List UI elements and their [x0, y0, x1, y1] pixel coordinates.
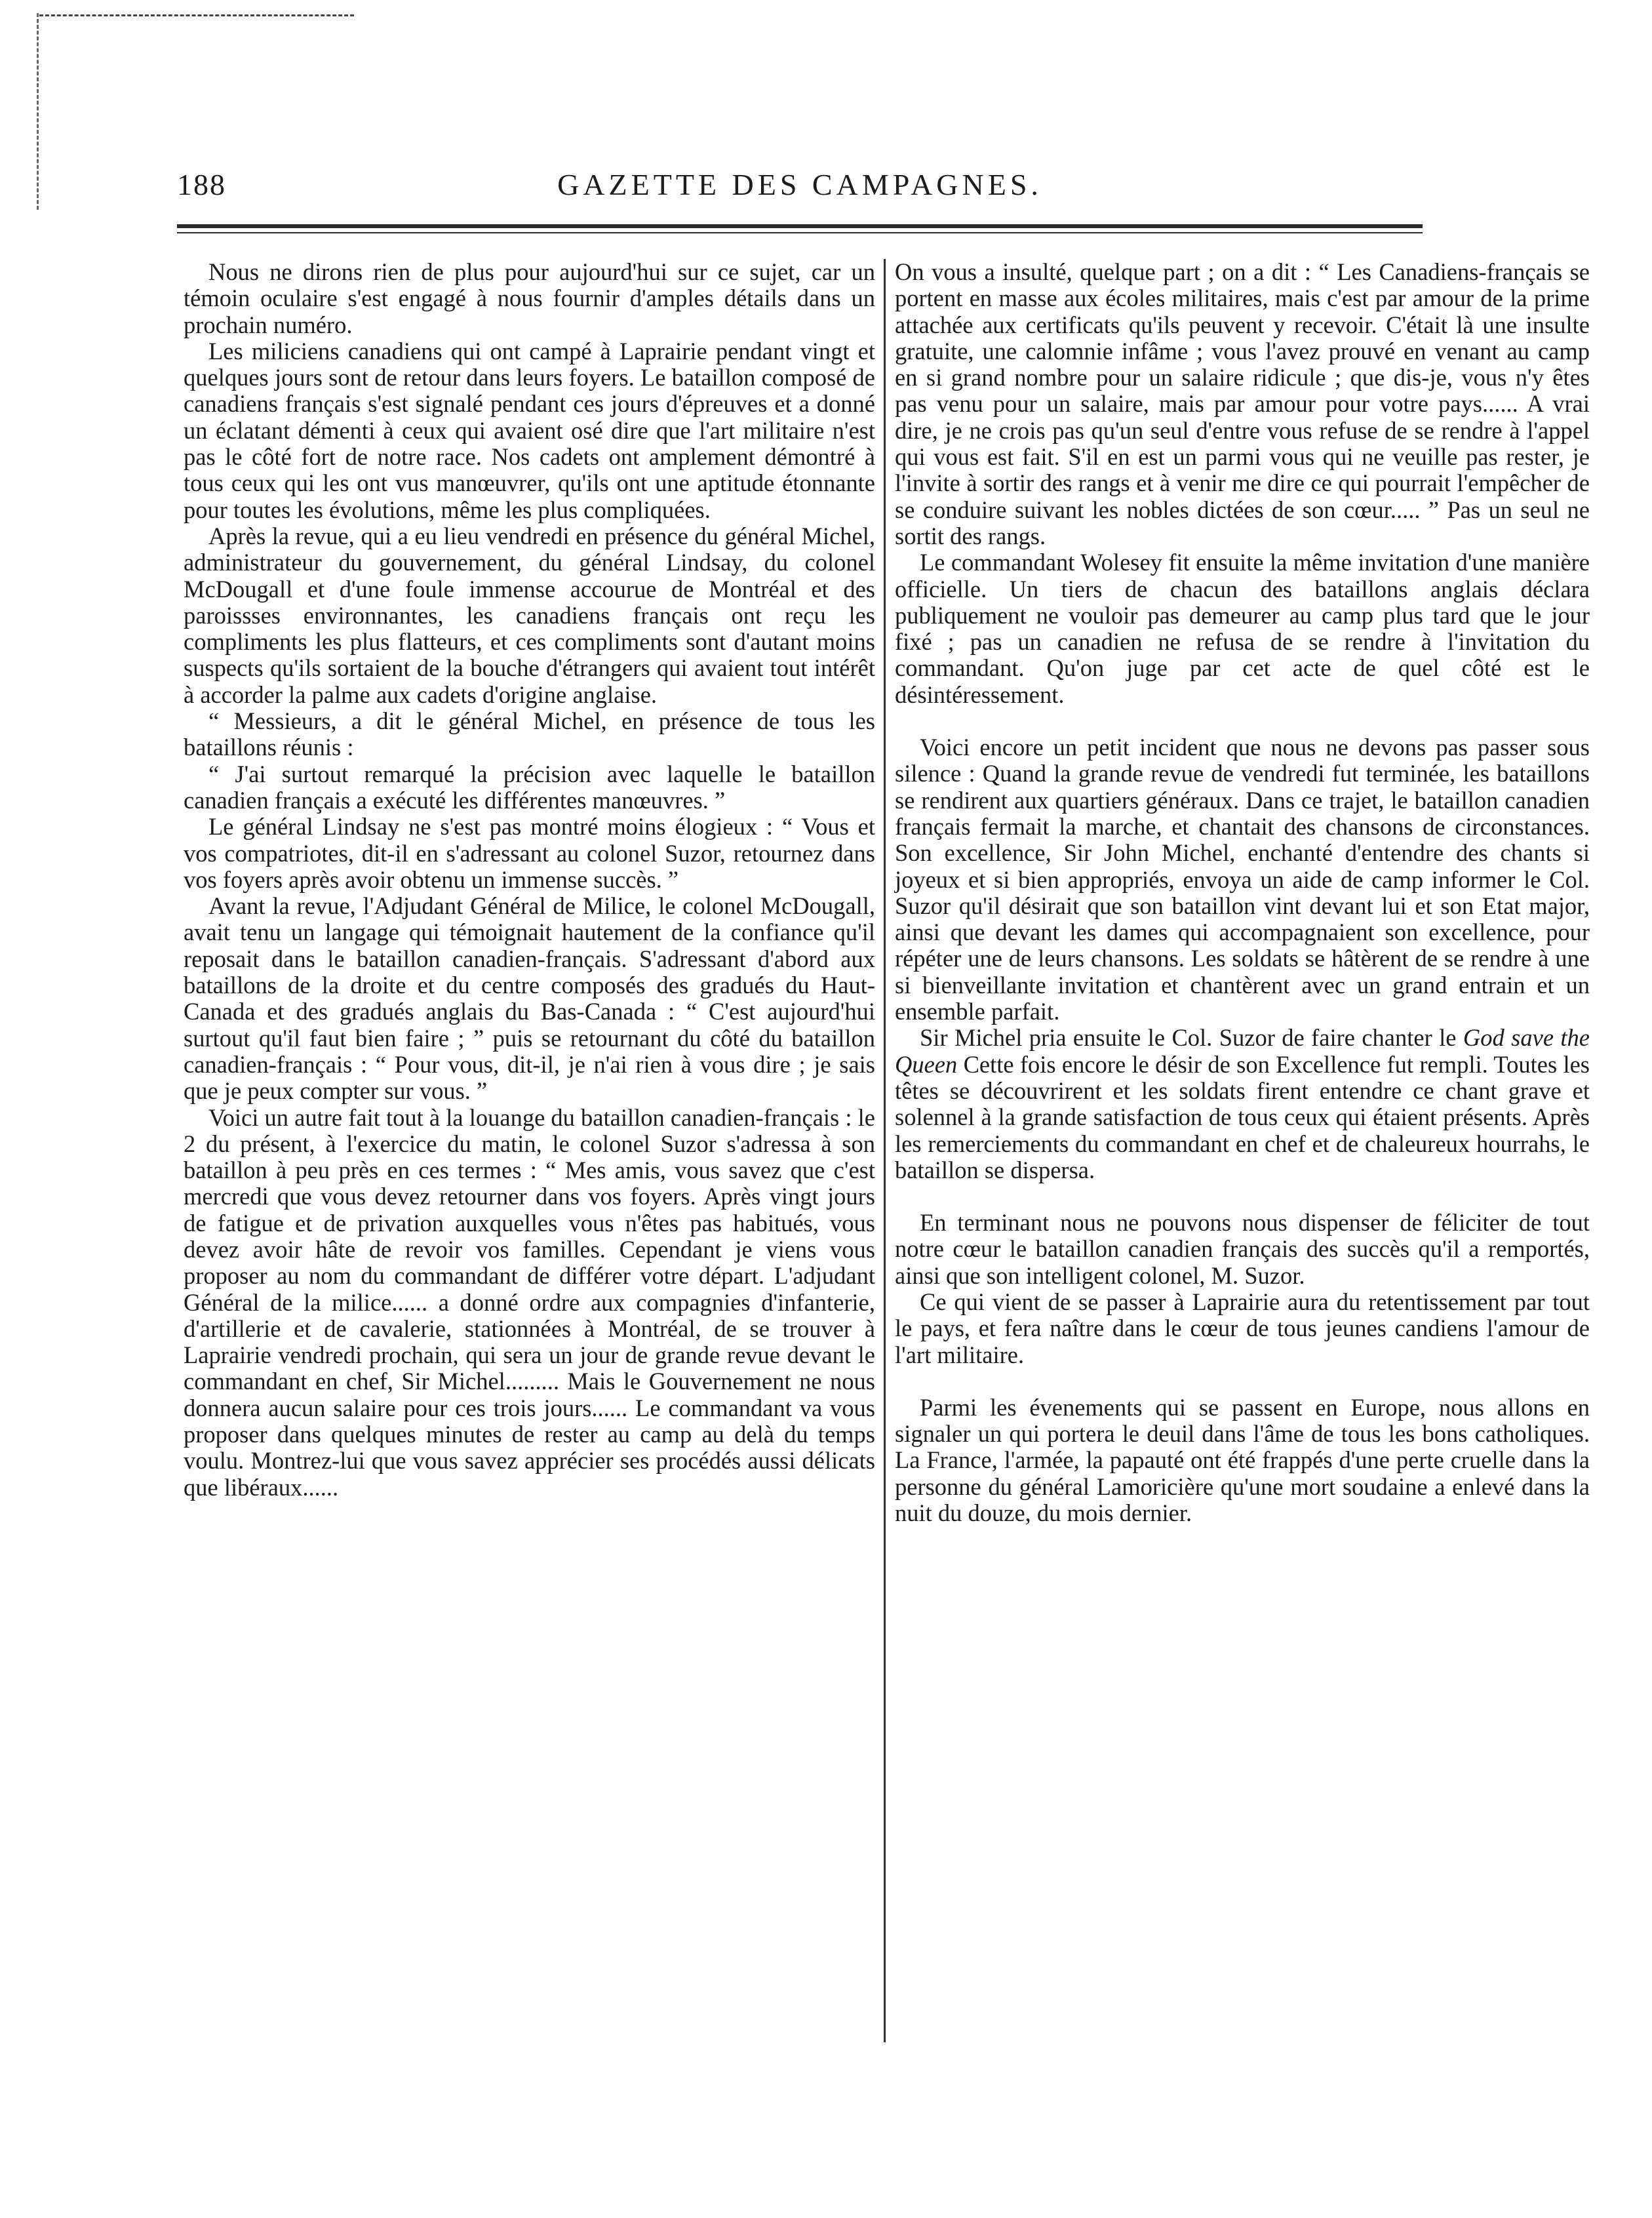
paragraph: Avant la revue, l'Adjudant Général de Milice, le colonel McDougall, avait tenu un langage qui témoignait hautement de la confiance qu'il reposait dans le bataillon canadien-français. S'adressant d'abord aux bataillons de la droite et du centre composés des gradués du Haut-Canada et des gradués anglais du Bas-Canada : “ C'est aujourd'hui surtout qu'il faut bien faire ; ” puis se retournant du côté du bataillon canadien-français : “ Pour vous, dit-il, je n'ai rien à vous dire ; je sais que je peux compter sur vous. ”: [184, 892, 875, 1105]
left-column: [184, 259, 875, 1501]
top-edge-rule: [39, 14, 354, 16]
paragraph: Le général Lindsay ne s'est pas montré moins élogieux : “ Vous et vos compatriotes, dit-il en s'adressant au colonel Suzor, retournez dans vos foyers après avoir obtenu un immense succès. ”: [184, 813, 875, 893]
paragraph: Les miliciens canadiens qui ont campé à Laprairie pendant vingt et quelques jours sont de retour dans leurs foyers. Le bataillon composé de canadiens français s'est signalé pendant ces jours d'épreuves et a donné un éclatant démenti à ceux qui avaient osé dire que l'art militaire n'est pas le côté fort de notre race. Nos cadets ont amplement démontré à tous ceux qui les ont vus manœuvrer, qu'ils ont une aptitude étonnante pour toutes les évolutions, même les plus compliquées.: [184, 337, 875, 523]
paragraph: [895, 1025, 1590, 1183]
paragraph: “ Messieurs, a dit le général Michel, en présence de tous les bataillons réunis :: [184, 707, 875, 761]
paragraph: On vous a insulté, quelque part ; on a dit : “ Les Canadiens-français se portent en masse aux écoles militaires, mais c'est par amour de la prime attachée aux certificats qu'ils peuvent y recevoir. C'était là une insulte gratuite, une calomnie infâme ; vous l'avez prouvé en venant au camp en si grand nombre pour un salaire ridicule ; que dis-je, vous n'y êtes pas venu pour un salaire, mais par amour pour votre pays...... A vrai dire, je ne crois pas qu'un seul d'entre vous refuse de se rendre à l'appel qui vous est fait. S'il en est un parmi vous qui ne veuille pas rester, je l'invite à sortir des rangs et à venir me dire ce qui pourrait l'empêcher de se conduire suivant les nobles dictées de son cœur..... ” Pas un seul ne sortit des rangs.: [895, 258, 1590, 549]
page-number: 188: [177, 168, 226, 201]
text-run: Sir Michel pria ensuite le Col. Suzor de faire chanter le: [920, 1024, 1457, 1052]
quote-paragraph: “ J'ai surtout remarqué la précision avec laquelle le bataillon canadien français a exécuté les différentes manœuvres. ”: [184, 760, 875, 814]
text-run: Cette fois encore le désir de son Excellence fut rempli. Toutes les têtes se découvrirent et les soldats firent entendre ce chant grave et solennel à la grande satisfaction de tous ceux qui étaient présents. Après les remerciements du commandant en chef et de chaleureux hourrahs, le bataillon se dispersa.: [895, 1050, 1590, 1183]
paragraph: Nous ne dirons rien de plus pour aujourd'hui sur ce sujet, car un témoin oculaire s'est engagé à nous fournir d'amples détails dans un prochain numéro.: [184, 258, 875, 338]
paragraph: Le commandant Wolesey fit ensuite la même invitation d'une manière officielle. Un tiers de chacun des bataillons anglais déclara publiquement ne vouloir pas demeurer au camp plus tard que le jour fixé ; pas un canadien ne refusa de se rendre à l'invitation du commandant. Qu'on juge par cet acte de quel côté est le désintéressement.: [895, 549, 1590, 708]
page-edge-mark: [37, 13, 39, 210]
paragraph: Voici un autre fait tout à la louange du bataillon canadien-français : le 2 du présent, à l'exercice du matin, le colonel Suzor s'adressa à son bataillon à peu près en ces termes : “ Mes amis, vous savez que c'est mercredi que vous devez retourner dans vos foyers. Après vingt jours de fatigue et de privation auxquelles vous n'êtes pas habitués, vous devez avoir hâte de revoir vos familles. Cependant je viens vous proposer au nom du commandant de différer votre départ. L'adjudant Général de la milice...... a donné ordre aux compagnies d'infanterie, d'artillerie et de cavalerie, stationnées à Montréal, de se trouver à Laprairie vendredi prochain, qui sera un jour de grande revue devant le commandant en chef, Sir Michel......... Mais le Gouvernement ne nous donnera aucun salaire pour ces trois jours...... Le commandant va vous proposer dans quelques minutes de rester au camp au delà du temps voulu. Montrez-lui que vous savez apprécier ses procédés aussi délicats que libéraux......: [184, 1103, 875, 1501]
column-divider: [884, 259, 886, 2042]
header-rule: [177, 224, 1423, 233]
running-title: GAZETTE DES CAMPAGNES.: [557, 168, 1042, 201]
page-header: [177, 167, 1423, 213]
paragraph: En terminant nous ne pouvons nous dispenser de féliciter de tout notre cœur le bataillon canadien français des succès qu'il a remportés, ainsi que son intelligent colonel, M. Suzor.: [895, 1209, 1590, 1289]
paragraph: Après la revue, qui a eu lieu vendredi en présence du général Michel, administrateur du gouvernement, du général Lindsay, du colonel McDougall et d'une foule immense accourue de Montréal et des paroissses environnantes, les canadiens français ont reçu les compliments les plus flatteurs, et ces compliments sont d'autant moins suspects qu'ils sortaient de la bouche d'étrangers qui avaient tout intérêt à accorder la palme aux cadets d'origine anglaise.: [184, 522, 875, 708]
paragraph: Ce qui vient de se passer à Laprairie aura du retentissement par tout le pays, et fera naître dans le cœur de tous jeunes candiens l'amour de l'art militaire.: [895, 1288, 1590, 1368]
paragraph: Parmi les évenements qui se passent en Europe, nous allons en signaler un qui portera le deuil dans l'âme de tous les bons catholiques. La France, l'armée, la papauté ont été frappés d'une perte cruelle dans la personne du général Lamoricière qu'une mort soudaine a enlevé dans la nuit du douze, du mois dernier.: [895, 1393, 1590, 1527]
paragraph: Voici encore un petit incident que nous ne devons pas passer sous silence : Quand la grande revue de vendredi fut terminée, les bataillons se rendirent aux quartiers généraux. Dans ce trajet, le bataillon canadien français fermait la marche, et chantait des chansons de circonstances. Son excellence, Sir John Michel, enchanté d'entendre des chants si joyeux et si bien appropriés, envoya un aide de camp informer le Col. Suzor qu'il désirait que son bataillon vint devant lui et son Etat major, ainsi que devant les dames qui accompagnaient son excellence, pour répéter une de leurs chansons. Les soldats se hâtèrent de se rendre à une si bienveillante invitation et chantèrent avec un grand entrain et un ensemble parfait.: [895, 734, 1590, 1025]
right-column: [895, 259, 1590, 1526]
song-title: God save the Queen: [895, 1024, 1590, 1078]
